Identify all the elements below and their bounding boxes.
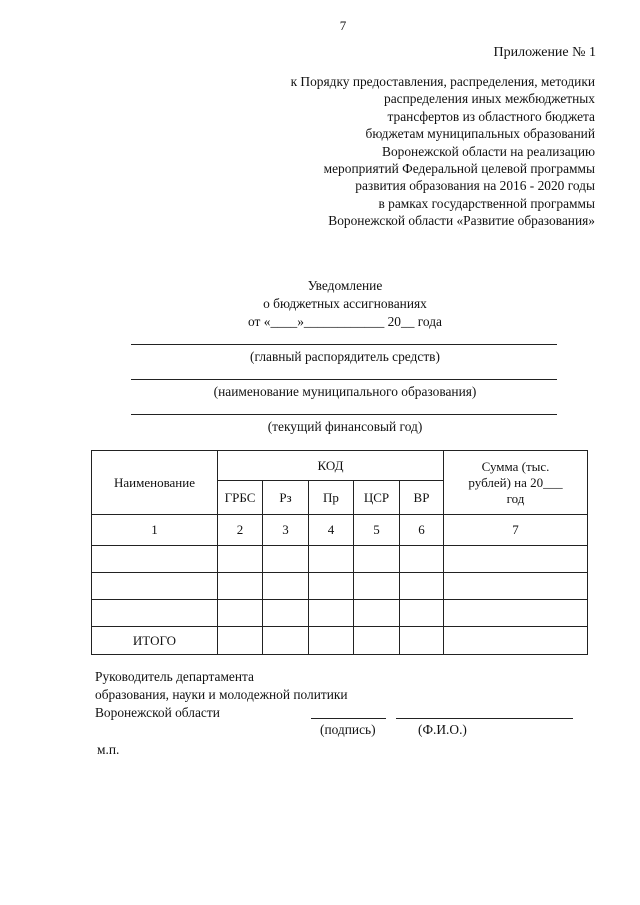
column-number: 2 [218, 515, 263, 546]
signature-line [311, 718, 386, 719]
fio-line [396, 718, 573, 719]
signature-caption: (подпись) [320, 722, 376, 737]
table-cell[interactable] [309, 627, 354, 655]
header-sum-line: рублей) на 20___ [468, 474, 563, 490]
table-cell[interactable] [354, 627, 400, 655]
table-cell[interactable] [92, 573, 218, 600]
header-line: трансфертов из областного бюджета [387, 108, 595, 124]
table-cell[interactable] [444, 546, 588, 573]
field-caption-municipality: (наименование муниципального образования) [213, 384, 477, 399]
header-rz: Рз [263, 481, 309, 515]
fio-caption: (Ф.И.О.) [418, 722, 467, 737]
field-line-distributor [131, 344, 557, 345]
header-line: Воронежской области на реализацию [382, 143, 595, 159]
column-number: 4 [309, 515, 354, 546]
signatory-block [95, 668, 348, 722]
table-cell[interactable] [263, 546, 309, 573]
page-number: 7 [339, 18, 347, 33]
header-grbs: ГРБС [218, 481, 263, 515]
table-row [92, 546, 588, 573]
column-number: 6 [400, 515, 444, 546]
table-cell[interactable] [218, 600, 263, 627]
budget-table [91, 450, 588, 655]
table-cell[interactable] [400, 546, 444, 573]
table-cell[interactable] [444, 600, 588, 627]
table-cell[interactable] [444, 627, 588, 655]
table-cell[interactable] [354, 573, 400, 600]
header-sum [444, 451, 588, 515]
table-cell[interactable] [218, 627, 263, 655]
header-line: мероприятий Федеральной целевой программы [323, 161, 595, 177]
table-cell[interactable] [309, 573, 354, 600]
table-row [92, 600, 588, 627]
notice-date-line: от «____»____________ 20__ года [248, 314, 442, 329]
table-cell[interactable] [309, 546, 354, 573]
field-caption-year: (текущий финансовый год) [267, 419, 423, 434]
header-line: в рамках государственной программы [378, 195, 595, 211]
header-name: Наименование [92, 451, 218, 515]
table-row-numbers [92, 515, 588, 546]
header-code: КОД [218, 451, 444, 481]
notice-subtitle: о бюджетных ассигнованиях [263, 296, 427, 311]
table-cell[interactable] [354, 546, 400, 573]
table-cell[interactable] [218, 573, 263, 600]
table-cell[interactable] [400, 627, 444, 655]
total-label: ИТОГО [92, 627, 218, 655]
table-cell[interactable] [218, 546, 263, 573]
signatory-line: Руководитель департамента [95, 669, 254, 684]
signatory-line: Воронежской области [95, 705, 220, 720]
table-cell[interactable] [400, 573, 444, 600]
header-sum-line: год [506, 490, 525, 506]
header-line: распределения иных межбюджетных [384, 91, 595, 107]
signatory-line: образования, науки и молодежной политики [95, 687, 348, 702]
table-cell[interactable] [92, 546, 218, 573]
table-cell[interactable] [263, 627, 309, 655]
field-line-year [131, 414, 557, 415]
table-cell[interactable] [400, 600, 444, 627]
header-pr: Пр [309, 481, 354, 515]
header-line: бюджетам муниципальных образований [365, 126, 595, 142]
header-sum-line: Сумма (тыс. [481, 458, 550, 474]
column-number: 3 [263, 515, 309, 546]
field-line-municipality [131, 379, 557, 380]
table-cell[interactable] [263, 573, 309, 600]
table-cell[interactable] [263, 600, 309, 627]
field-caption-distributor: (главный распорядитель средств) [250, 349, 440, 364]
header-csr: ЦСР [354, 481, 400, 515]
table-row [92, 573, 588, 600]
table-cell[interactable] [92, 600, 218, 627]
column-number: 1 [92, 515, 218, 546]
table-cell[interactable] [354, 600, 400, 627]
appendix-header [291, 73, 595, 230]
table-cell[interactable] [309, 600, 354, 627]
header-line: развития образования на 2016 - 2020 годы [355, 178, 595, 194]
header-line: к Порядку предоставления, распределения, методики [290, 74, 595, 89]
header-vr: ВР [400, 481, 444, 515]
header-line: Воронежской области «Развитие образования» [328, 213, 595, 229]
appendix-label: Приложение № 1 [493, 45, 596, 60]
table-row-total [92, 627, 588, 655]
column-number: 7 [444, 515, 588, 546]
column-number: 5 [354, 515, 400, 546]
stamp-place-label: м.п. [97, 742, 120, 757]
table-cell[interactable] [444, 573, 588, 600]
notice-title: Уведомление [307, 278, 383, 293]
